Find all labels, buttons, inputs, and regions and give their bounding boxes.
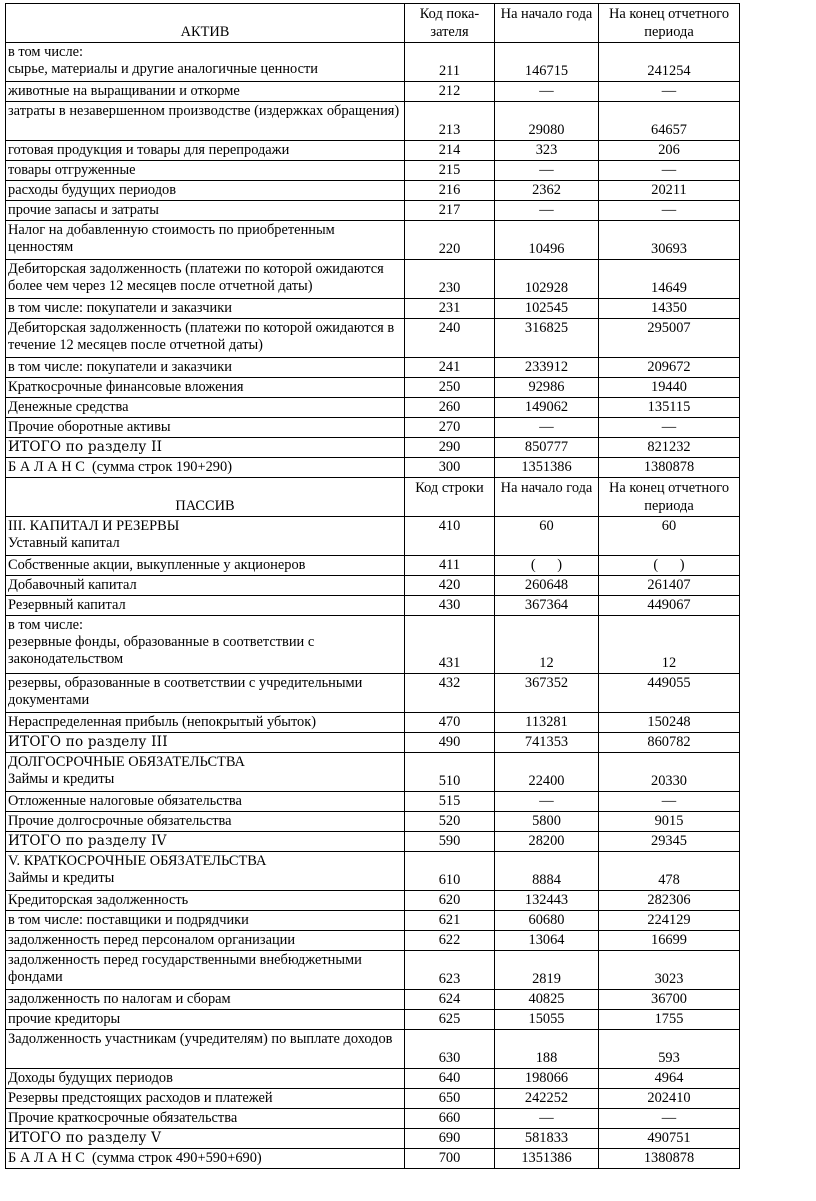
row-end: 860782 bbox=[599, 733, 740, 753]
row-start: 581833 bbox=[495, 1129, 599, 1149]
table-row bbox=[6, 832, 740, 852]
row-label: Дебиторская задолженность (платежи по которой ожидаются в течение 12 месяцев после отчетной даты) bbox=[6, 319, 405, 358]
row-code: 411 bbox=[405, 556, 495, 576]
start-header: На начало года bbox=[495, 478, 599, 517]
row-code: 510 bbox=[405, 753, 495, 792]
table-row bbox=[6, 221, 740, 260]
row-start: 113281 bbox=[495, 713, 599, 733]
table-row bbox=[6, 990, 740, 1010]
row-end: — bbox=[599, 792, 740, 812]
row-code: 622 bbox=[405, 931, 495, 951]
row-start: 1351386 bbox=[495, 458, 599, 478]
row-code: 213 bbox=[405, 102, 495, 141]
row-start: 188 bbox=[495, 1030, 599, 1069]
row-end: 261407 bbox=[599, 576, 740, 596]
row-label: в том числе: резервные фонды, образованные в соответствии с законодательством bbox=[6, 616, 405, 674]
row-label: Доходы будущих периодов bbox=[6, 1069, 405, 1089]
row-start: — bbox=[495, 1109, 599, 1129]
row-start: 10496 bbox=[495, 221, 599, 260]
row-code: 490 bbox=[405, 733, 495, 753]
row-start: 2819 bbox=[495, 951, 599, 990]
table-row bbox=[6, 141, 740, 161]
table-row bbox=[6, 418, 740, 438]
row-end: 821232 bbox=[599, 438, 740, 458]
table-row bbox=[6, 1069, 740, 1089]
row-end: — bbox=[599, 82, 740, 102]
table-row bbox=[6, 812, 740, 832]
table-row bbox=[6, 911, 740, 931]
row-start: 242252 bbox=[495, 1089, 599, 1109]
table-row bbox=[6, 1129, 740, 1149]
aktiv-header-row bbox=[6, 4, 740, 43]
row-start: 102928 bbox=[495, 260, 599, 299]
row-start: 233912 bbox=[495, 358, 599, 378]
row-code: 620 bbox=[405, 891, 495, 911]
row-start: 92986 bbox=[495, 378, 599, 398]
row-end: 60 bbox=[599, 517, 740, 556]
row-end: 30693 bbox=[599, 221, 740, 260]
table-row bbox=[6, 358, 740, 378]
row-end: — bbox=[599, 201, 740, 221]
table-row bbox=[6, 181, 740, 201]
table-row bbox=[6, 674, 740, 713]
row-label: Прочие краткосрочные обязательства bbox=[6, 1109, 405, 1129]
row-end: 12 bbox=[599, 616, 740, 674]
table-row bbox=[6, 852, 740, 891]
row-code: 630 bbox=[405, 1030, 495, 1069]
row-start: 5800 bbox=[495, 812, 599, 832]
row-code: 700 bbox=[405, 1149, 495, 1169]
table-row bbox=[6, 556, 740, 576]
row-end: 282306 bbox=[599, 891, 740, 911]
row-end: — bbox=[599, 1109, 740, 1129]
table-row bbox=[6, 82, 740, 102]
table-row bbox=[6, 576, 740, 596]
table-row bbox=[6, 1030, 740, 1069]
row-end: 3023 bbox=[599, 951, 740, 990]
row-code: 640 bbox=[405, 1069, 495, 1089]
row-label: задолженность перед государственными внебюджетными фондами bbox=[6, 951, 405, 990]
row-code: 660 bbox=[405, 1109, 495, 1129]
row-start: 367352 bbox=[495, 674, 599, 713]
row-label: III. КАПИТАЛ И РЕЗЕРВЫ Уставный капитал bbox=[6, 517, 405, 556]
row-label: Прочие долгосрочные обязательства bbox=[6, 812, 405, 832]
row-code: 231 bbox=[405, 299, 495, 319]
row-start: 260648 bbox=[495, 576, 599, 596]
row-start: 323 bbox=[495, 141, 599, 161]
row-start: 198066 bbox=[495, 1069, 599, 1089]
row-label: Задолженность участникам (учредителям) по выплате доходов bbox=[6, 1030, 405, 1069]
row-label: животные на выращивании и откорме bbox=[6, 82, 405, 102]
table-row bbox=[6, 616, 740, 674]
start-header: На начало года bbox=[495, 4, 599, 43]
row-code: 470 bbox=[405, 713, 495, 733]
row-end: 478 bbox=[599, 852, 740, 891]
row-code: 431 bbox=[405, 616, 495, 674]
row-code: 211 bbox=[405, 43, 495, 82]
table-row bbox=[6, 951, 740, 990]
row-end: 593 bbox=[599, 1030, 740, 1069]
row-label: Кредиторская задолженность bbox=[6, 891, 405, 911]
table-row bbox=[6, 43, 740, 82]
row-code: 625 bbox=[405, 1010, 495, 1030]
row-label: в том числе: покупатели и заказчики bbox=[6, 299, 405, 319]
row-end: 14649 bbox=[599, 260, 740, 299]
row-start: 8884 bbox=[495, 852, 599, 891]
row-start: 15055 bbox=[495, 1010, 599, 1030]
row-start: — bbox=[495, 418, 599, 438]
row-start: — bbox=[495, 161, 599, 181]
row-end: 202410 bbox=[599, 1089, 740, 1109]
row-label: ИТОГО по разделу II bbox=[6, 438, 405, 458]
row-start: 13064 bbox=[495, 931, 599, 951]
row-code: 230 bbox=[405, 260, 495, 299]
row-label: Налог на добавленную стоимость по приобретенным ценностям bbox=[6, 221, 405, 260]
row-label: прочие запасы и затраты bbox=[6, 201, 405, 221]
row-end: ( ) bbox=[599, 556, 740, 576]
row-end: 1380878 bbox=[599, 1149, 740, 1169]
row-start: 146715 bbox=[495, 43, 599, 82]
row-start: 29080 bbox=[495, 102, 599, 141]
row-code: 420 bbox=[405, 576, 495, 596]
row-label: прочие кредиторы bbox=[6, 1010, 405, 1030]
row-end: 4964 bbox=[599, 1069, 740, 1089]
table-row bbox=[6, 1089, 740, 1109]
row-label: ДОЛГОСРОЧНЫЕ ОБЯЗАТЕЛЬСТВА Займы и кредиты bbox=[6, 753, 405, 792]
table-row bbox=[6, 792, 740, 812]
row-end: 209672 bbox=[599, 358, 740, 378]
row-label: V. КРАТКОСРОЧНЫЕ ОБЯЗАТЕЛЬСТВА Займы и кредиты bbox=[6, 852, 405, 891]
row-label: Нераспределенная прибыль (непокрытый убыток) bbox=[6, 713, 405, 733]
row-code: 590 bbox=[405, 832, 495, 852]
row-end: 1380878 bbox=[599, 458, 740, 478]
row-code: 430 bbox=[405, 596, 495, 616]
row-label: Резервный капитал bbox=[6, 596, 405, 616]
table-row bbox=[6, 458, 740, 478]
row-code: 214 bbox=[405, 141, 495, 161]
row-start: 132443 bbox=[495, 891, 599, 911]
row-start: 60680 bbox=[495, 911, 599, 931]
row-start: 102545 bbox=[495, 299, 599, 319]
row-label: Резервы предстоящих расходов и платежей bbox=[6, 1089, 405, 1109]
row-end: 20330 bbox=[599, 753, 740, 792]
table-row bbox=[6, 102, 740, 141]
table-row bbox=[6, 319, 740, 358]
row-end: 14350 bbox=[599, 299, 740, 319]
row-label: Денежные средства bbox=[6, 398, 405, 418]
code-header: Код пока-зателя bbox=[405, 4, 495, 43]
row-end: 449055 bbox=[599, 674, 740, 713]
row-end: — bbox=[599, 418, 740, 438]
row-code: 410 bbox=[405, 517, 495, 556]
row-start: 741353 bbox=[495, 733, 599, 753]
row-end: 9015 bbox=[599, 812, 740, 832]
row-code: 432 bbox=[405, 674, 495, 713]
row-start: 850777 bbox=[495, 438, 599, 458]
row-label: в том числе: сырье, материалы и другие аналогичные ценности bbox=[6, 43, 405, 82]
row-start: 149062 bbox=[495, 398, 599, 418]
row-code: 690 bbox=[405, 1129, 495, 1149]
row-label: Б А Л А Н С (сумма строк 490+590+690) bbox=[6, 1149, 405, 1169]
table-row bbox=[6, 1149, 740, 1169]
table-row bbox=[6, 713, 740, 733]
passiv-title: ПАССИВ bbox=[6, 478, 405, 517]
row-end: 224129 bbox=[599, 911, 740, 931]
table-row bbox=[6, 753, 740, 792]
row-code: 212 bbox=[405, 82, 495, 102]
table-row bbox=[6, 438, 740, 458]
row-label: задолженность по налогам и сборам bbox=[6, 990, 405, 1010]
end-header: На конец отчетного периода bbox=[599, 478, 740, 517]
row-code: 216 bbox=[405, 181, 495, 201]
row-label: Краткосрочные финансовые вложения bbox=[6, 378, 405, 398]
row-label: готовая продукция и товары для перепродажи bbox=[6, 141, 405, 161]
row-start: 22400 bbox=[495, 753, 599, 792]
row-code: 215 bbox=[405, 161, 495, 181]
table-row bbox=[6, 161, 740, 181]
row-code: 241 bbox=[405, 358, 495, 378]
row-end: 64657 bbox=[599, 102, 740, 141]
row-label: задолженность перед персоналом организации bbox=[6, 931, 405, 951]
row-start: 367364 bbox=[495, 596, 599, 616]
table-row bbox=[6, 596, 740, 616]
table-row bbox=[6, 517, 740, 556]
table-row bbox=[6, 891, 740, 911]
row-code: 240 bbox=[405, 319, 495, 358]
row-end: 295007 bbox=[599, 319, 740, 358]
row-code: 515 bbox=[405, 792, 495, 812]
row-code: 300 bbox=[405, 458, 495, 478]
row-code: 270 bbox=[405, 418, 495, 438]
row-code: 520 bbox=[405, 812, 495, 832]
row-start: 60 bbox=[495, 517, 599, 556]
table-row bbox=[6, 733, 740, 753]
aktiv-title: АКТИВ bbox=[6, 4, 405, 43]
row-end: 36700 bbox=[599, 990, 740, 1010]
row-code: 290 bbox=[405, 438, 495, 458]
code-header: Код строки bbox=[405, 478, 495, 517]
table-row bbox=[6, 201, 740, 221]
row-end: 241254 bbox=[599, 43, 740, 82]
row-label: Дебиторская задолженность (платежи по которой ожидаются более чем через 12 месяцев после отчетной даты) bbox=[6, 260, 405, 299]
row-end: 16699 bbox=[599, 931, 740, 951]
row-start: — bbox=[495, 792, 599, 812]
row-end: 1755 bbox=[599, 1010, 740, 1030]
passiv-header-row bbox=[6, 478, 740, 517]
row-start: 12 bbox=[495, 616, 599, 674]
row-end: — bbox=[599, 161, 740, 181]
row-start: — bbox=[495, 82, 599, 102]
row-end: 150248 bbox=[599, 713, 740, 733]
row-label: резервы, образованные в соответствии с учредительными документами bbox=[6, 674, 405, 713]
row-code: 217 bbox=[405, 201, 495, 221]
row-start: — bbox=[495, 201, 599, 221]
row-code: 610 bbox=[405, 852, 495, 891]
row-code: 250 bbox=[405, 378, 495, 398]
table-row bbox=[6, 1010, 740, 1030]
end-header: На конец отчетного периода bbox=[599, 4, 740, 43]
row-label: Добавочный капитал bbox=[6, 576, 405, 596]
row-code: 621 bbox=[405, 911, 495, 931]
row-end: 449067 bbox=[599, 596, 740, 616]
row-end: 20211 bbox=[599, 181, 740, 201]
table-row bbox=[6, 260, 740, 299]
row-start: 316825 bbox=[495, 319, 599, 358]
table-row bbox=[6, 931, 740, 951]
row-start: 28200 bbox=[495, 832, 599, 852]
table-row bbox=[6, 1109, 740, 1129]
row-start: 40825 bbox=[495, 990, 599, 1010]
balance-sheet-table bbox=[5, 3, 740, 1169]
row-start: ( ) bbox=[495, 556, 599, 576]
row-end: 206 bbox=[599, 141, 740, 161]
row-start: 2362 bbox=[495, 181, 599, 201]
row-end: 135115 bbox=[599, 398, 740, 418]
row-label: ИТОГО по разделу III bbox=[6, 733, 405, 753]
row-label: в том числе: поставщики и подрядчики bbox=[6, 911, 405, 931]
table-row bbox=[6, 378, 740, 398]
row-label: Б А Л А Н С (сумма строк 190+290) bbox=[6, 458, 405, 478]
row-start: 1351386 bbox=[495, 1149, 599, 1169]
row-code: 650 bbox=[405, 1089, 495, 1109]
row-label: расходы будущих периодов bbox=[6, 181, 405, 201]
table-row bbox=[6, 299, 740, 319]
row-end: 490751 bbox=[599, 1129, 740, 1149]
row-label: ИТОГО по разделу V bbox=[6, 1129, 405, 1149]
row-label: ИТОГО по разделу IV bbox=[6, 832, 405, 852]
row-code: 220 bbox=[405, 221, 495, 260]
table-row bbox=[6, 398, 740, 418]
row-end: 29345 bbox=[599, 832, 740, 852]
row-label: Отложенные налоговые обязательства bbox=[6, 792, 405, 812]
row-code: 624 bbox=[405, 990, 495, 1010]
row-code: 260 bbox=[405, 398, 495, 418]
row-label: товары отгруженные bbox=[6, 161, 405, 181]
row-label: Собственные акции, выкупленные у акционеров bbox=[6, 556, 405, 576]
row-code: 623 bbox=[405, 951, 495, 990]
row-end: 19440 bbox=[599, 378, 740, 398]
row-label: затраты в незавершенном производстве (издержках обращения) bbox=[6, 102, 405, 141]
row-label: Прочие оборотные активы bbox=[6, 418, 405, 438]
row-label: в том числе: покупатели и заказчики bbox=[6, 358, 405, 378]
